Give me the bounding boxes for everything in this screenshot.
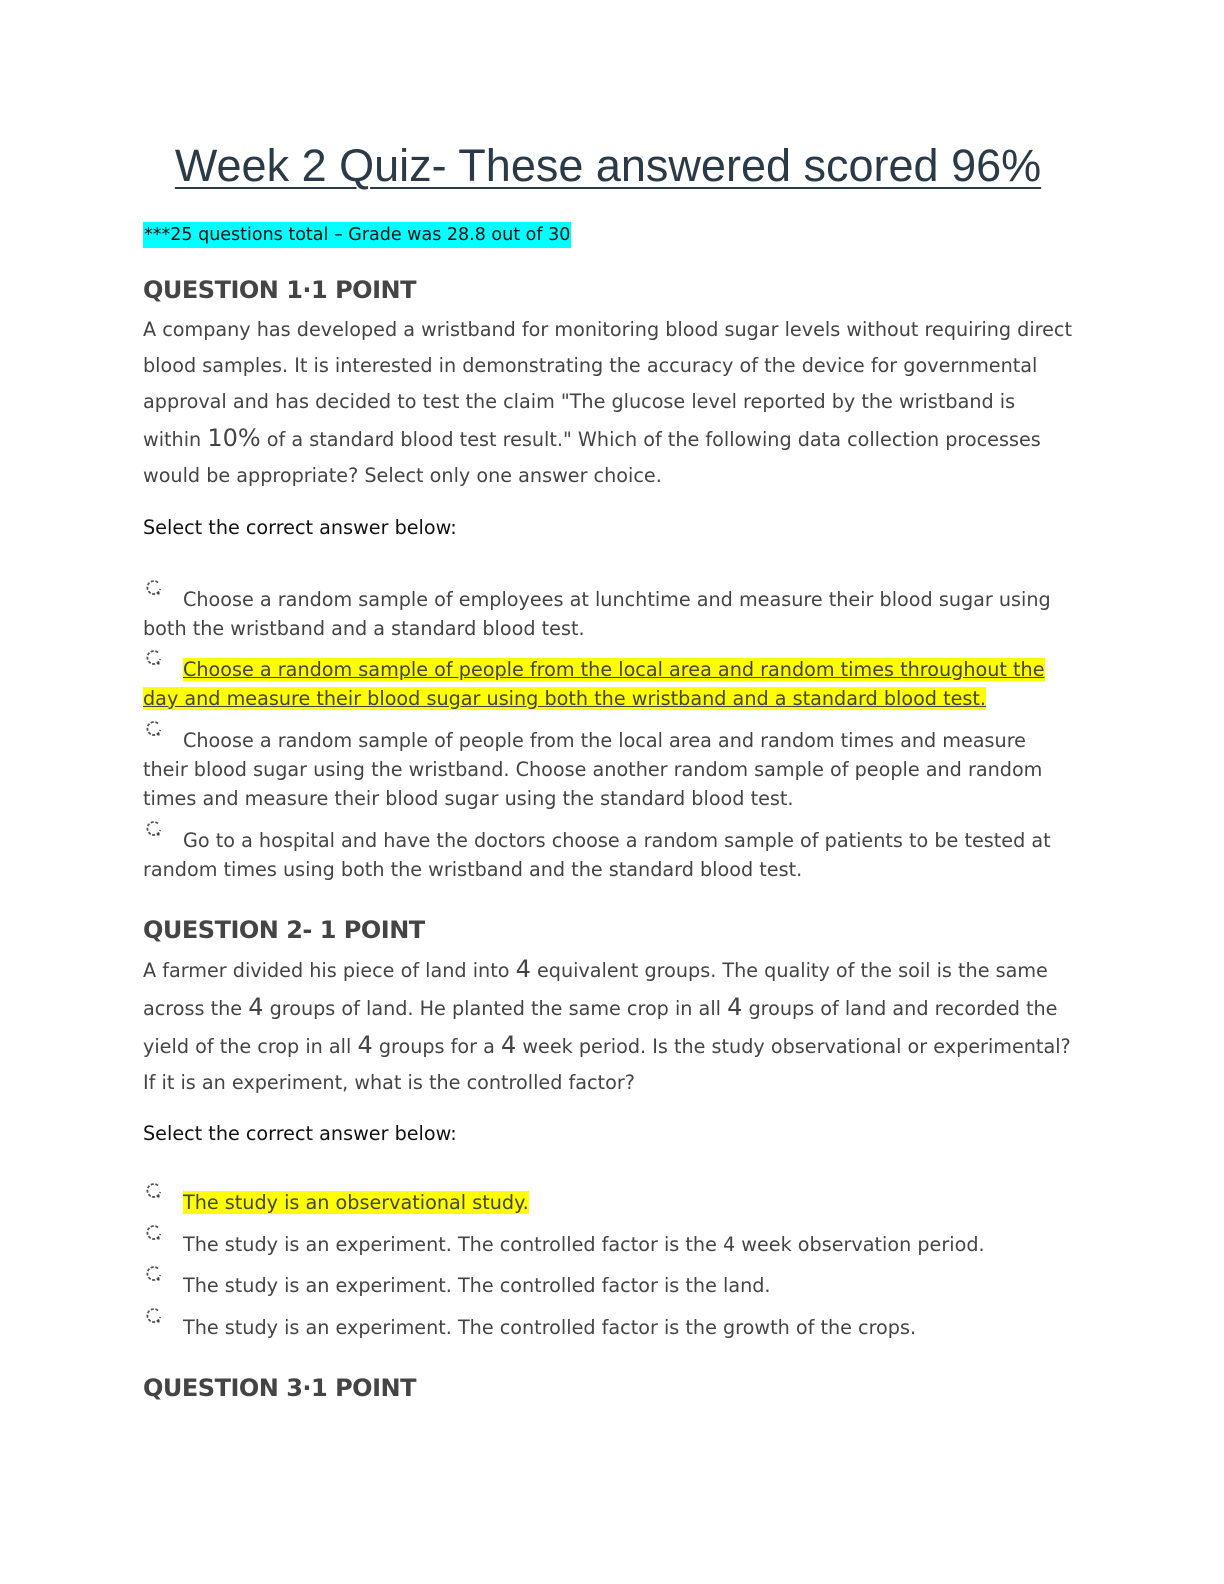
option-label: Choose a random sample of people from the local area and random times and measure their blood sugar using the wristband. Choose another random sample of people and random times and measure their blood sugar using the standard blood test. [143,729,1043,810]
option-label: Go to a hospital and have the doctors choose a random sample of patients to be tested at random times using both the wristband and the standard blood test. [143,829,1051,881]
radio-unselected-icon[interactable] [145,1307,163,1325]
radio-unselected-icon[interactable] [145,649,163,667]
q1-option-3[interactable] [143,726,1073,813]
grade-note: ***25 questions total – Grade was 28.8 out of 30 [143,222,571,248]
option-label-highlighted: Choose a random sample of people from the local area and random times throughout the day and measure their blood sugar using both the wristband and a standard blood test. [143,658,1045,710]
question-2-text: A farmer divided his piece of land into 4 equivalent groups. The quality of the soil is the same across the 4 groups of land. He planted the same crop in all 4 groups of land and recorded the yield of the crop in all 4 groups for a 4 week period. Is the study observational or experimental? If it is an experiment, what is the controlled factor? [143,955,1071,1094]
q2-option-1-correct[interactable] [143,1188,1073,1217]
radio-unselected-icon[interactable] [145,1182,163,1200]
q1-option-4[interactable] [143,826,1073,884]
question-3-heading: QUESTION 3·1 POINT [143,1374,416,1402]
q1-option-1[interactable] [143,585,1073,643]
q2-option-2[interactable] [143,1230,1073,1259]
radio-unselected-icon[interactable] [145,1224,163,1242]
question-1-text: A company has developed a wristband for monitoring blood sugar levels without requiring direct blood samples. It is interested in demonstrating the accuracy of the device for governmental approval and has decided to test the claim "The glucose level reported by the wristband is within 10% of a standard blood test result." Which of the following data collection processes would be appropriate? Select only one answer choice. [143,318,1073,487]
question-1-heading: QUESTION 1·1 POINT [143,276,416,304]
option-label-highlighted: The study is an observational study. [183,1191,529,1214]
q2-option-3[interactable] [143,1271,1073,1300]
option-label: The study is an experiment. The controlled factor is the growth of the crops. [183,1316,917,1339]
radio-unselected-icon[interactable] [145,579,163,597]
option-label: Choose a random sample of employees at lunchtime and measure their blood sugar using both the wristband and a standard blood test. [143,588,1051,640]
q2-option-4[interactable] [143,1313,1073,1342]
page-title: Week 2 Quiz- These answered scored 96% [174,140,1042,191]
answer-prompt: Select the correct answer below: [143,516,457,539]
answer-prompt: Select the correct answer below: [143,1122,457,1145]
radio-unselected-icon[interactable] [145,720,163,738]
question-2-heading: QUESTION 2- 1 POINT [143,916,425,944]
option-label: The study is an experiment. The controlled factor is the land. [183,1274,771,1297]
option-label: The study is an experiment. The controlled factor is the 4 week observation period. [183,1233,985,1256]
radio-unselected-icon[interactable] [145,1265,163,1283]
radio-unselected-icon[interactable] [145,820,163,838]
q1-option-2-correct[interactable] [143,655,1073,713]
